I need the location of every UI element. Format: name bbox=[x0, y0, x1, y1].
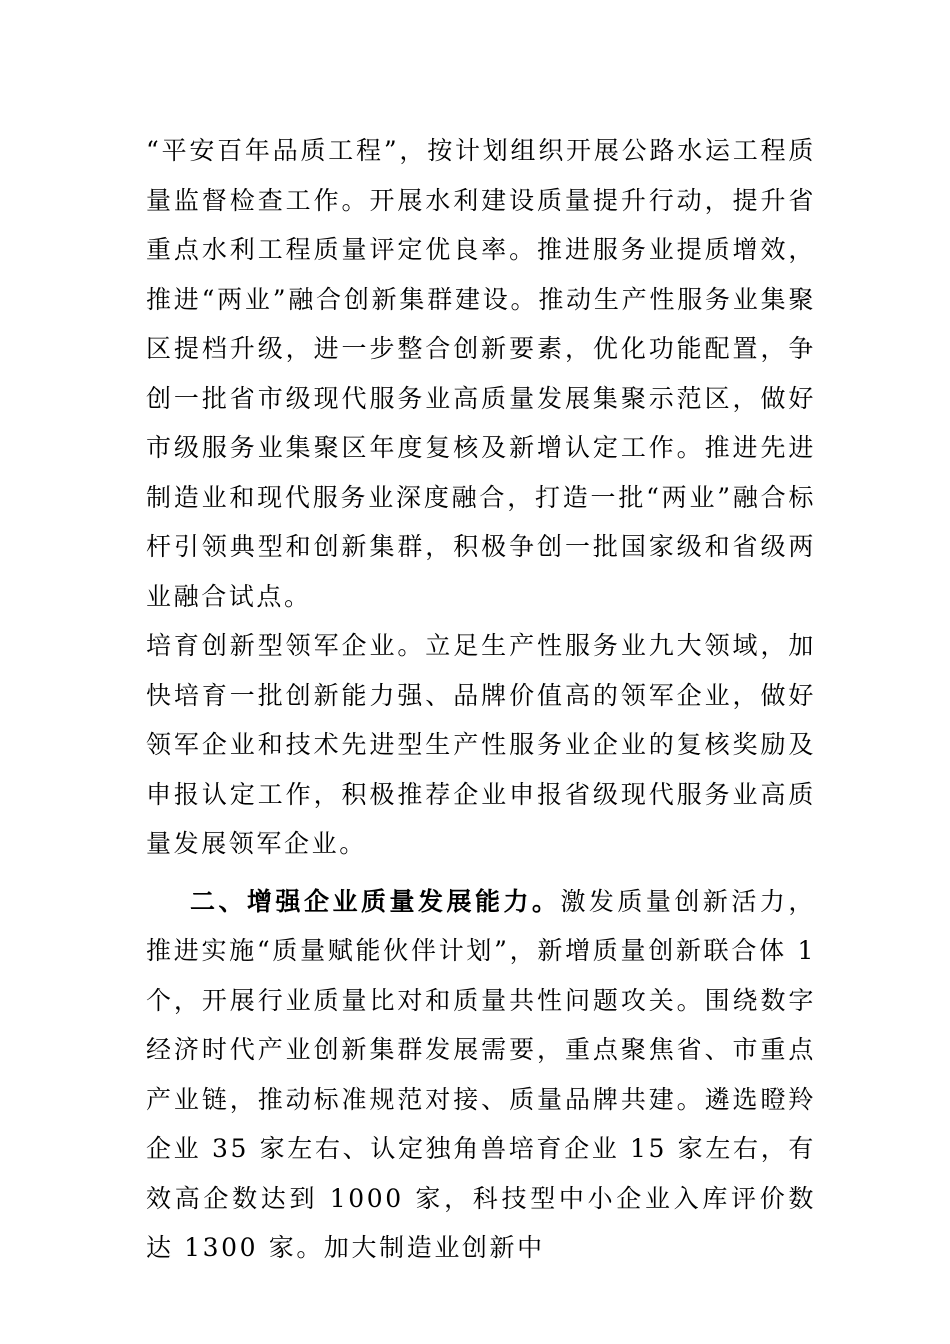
paragraph-2: 培育创新型领军企业。立足生产性服务业九大领域，加快培育一批创新能力强、品牌价值高的领军企业，做好领军企业和技术先进型生产性服务业企业的复核奖励及申报认定工作，积极推荐企业申报省级现代服务业高质量发展领军企业。 bbox=[146, 631, 816, 858]
paragraph-3 bbox=[146, 869, 816, 1273]
paragraph-1: “平安百年品质工程”，按计划组织开展公路水运工程质量监督检查工作。开展水利建设质量提升行动，提升省重点水利工程质量评定优良率。推进服务业提质增效，推进“两业”融合创新集群建设。推动生产性服务业集聚区提档升级，进一步整合创新要素，优化功能配置，争创一批省市级现代服务业高质量发展集聚示范区，做好市级服务业集聚区年度复核及新增认定工作。推进先进制造业和现代服务业深度融合，打造一批“两业”融合标杆引领典型和创新集群，积极争创一批国家级和省级两业融合试点。 bbox=[146, 136, 816, 611]
paragraph-3-text: 激发质量创新活力，推进实施“质量赋能伙伴计划”，新增质量创新联合体 1 个，开展行业质量比对和质量共性问题攻关。围绕数字经济时代产业创新集群发展需要，重点聚焦省、市重点产业链，推动标准规范对接、质量品牌共建。遴选瞪羚企业 35 家左右、认定独角兽培育企业 15 家左右，有效高企数达到 1000 家，科技型中小企业入库评价数达 1300 家。加大制造业创新中 bbox=[146, 886, 816, 1262]
section-heading: 二、增强企业质量发展能力。 bbox=[190, 886, 561, 916]
document-body bbox=[146, 126, 816, 1273]
